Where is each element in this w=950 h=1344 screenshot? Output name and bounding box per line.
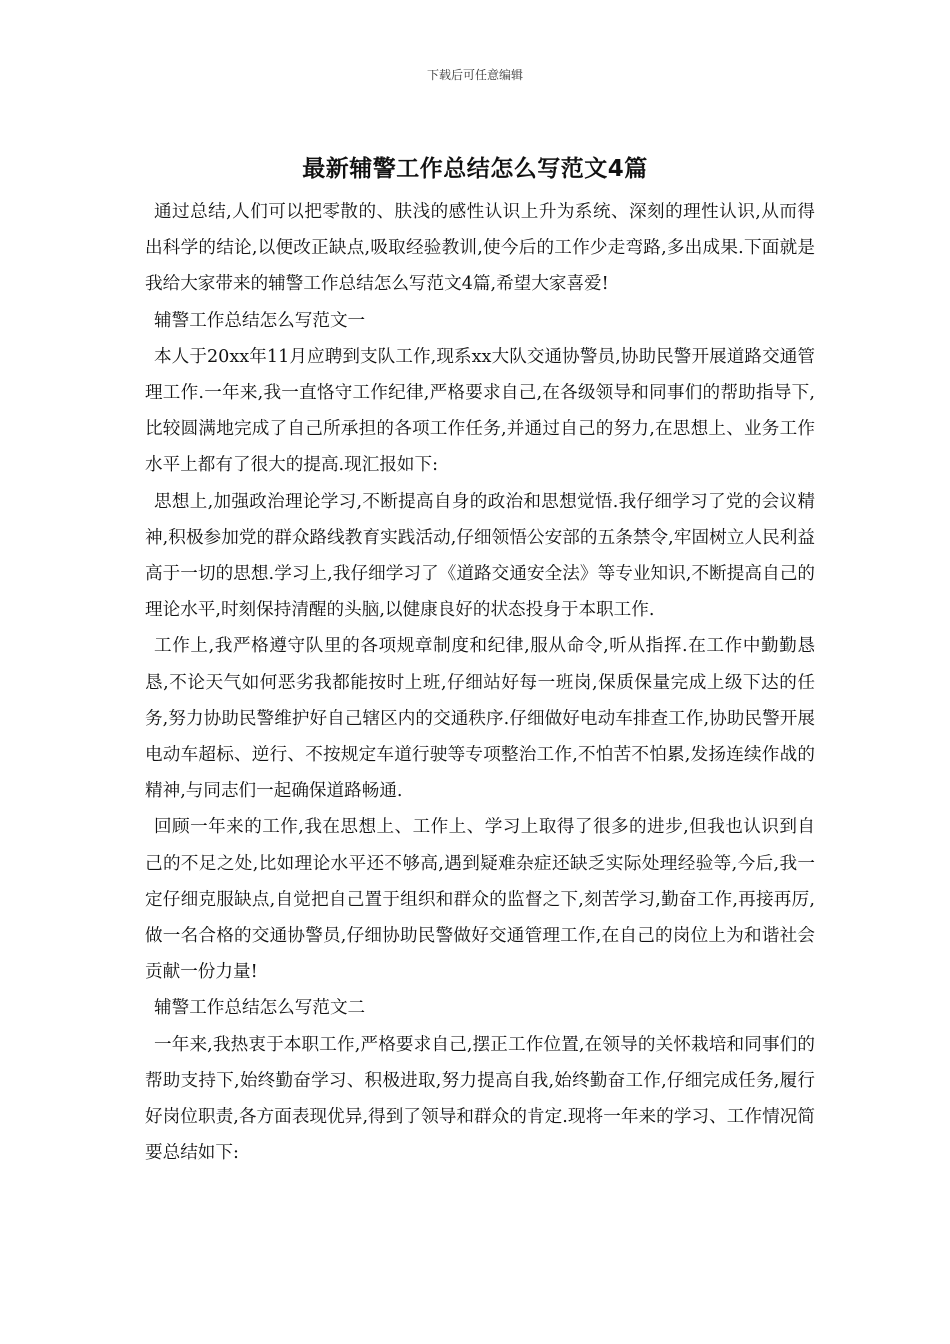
paragraph: 一年来,我热衷于本职工作,严格要求自己,摆正工作位置,在领导的关怀栽培和同事们的帮助支持下,始终勤奋学习、积极进取,努力提高自我,始终勤奋工作,仔细完成任务,履行好岗位职责,各方面表现优异,得到了领导和群众的肯定.现将一年来的学习、工作情况简要总结如下: (145, 1034, 815, 1164)
paragraph: 工作上,我严格遵守队里的各项规章制度和纪律,服从命令,听从指挥.在工作中勤勤恳恳,不论天气如何恶劣我都能按时上班,仔细站好每一班岗,保质保量完成上级下达的任务,努力协助民警维护好自己辖区内的交通秩序.仔细做好电动车排查工作,协助民警开展电动车超标、逆行、不按规定车道行驶等专项整治工作,不怕苦不怕累,发扬连续作战的精神,与同志们一起确保道路畅通. (145, 636, 815, 802)
document-body (145, 194, 815, 1171)
intro-paragraph: 通过总结,人们可以把零散的、肤浅的感性认识上升为系统、深刻的理性认识,从而得出科学的结论,以便改正缺点,吸取经验教训,使今后的工作少走弯路,多出成果.下面就是我给大家带来的辅警工作总结怎么写范文4篇,希望大家喜爱! (145, 202, 815, 295)
header-note: 下载后可任意编辑 (426, 68, 523, 82)
paragraph: 本人于20xx年11月应聘到支队工作,现系xx大队交通协警员,协助民警开展道路交通管理工作.一年来,我一直恪守工作纪律,严格要求自己,在各级领导和同事们的帮助指导下,比较圆满地完成了自己所承担的各项工作任务,并通过自己的努力,在思想上、业务工作水平上都有了很大的提高.现汇报如下: (145, 346, 815, 476)
section-heading-1: 辅警工作总结怎么写范文一 (154, 310, 366, 331)
document-title: 最新辅警工作总结怎么写范文4篇 (302, 156, 648, 182)
paragraph: 思想上,加强政治理论学习,不断提高自身的政治和思想觉悟.我仔细学习了党的会议精神,积极参加党的群众路线教育实践活动,仔细领悟公安部的五条禁令,牢固树立人民利益高于一切的思想.学习上,我仔细学习了《道路交通安全法》等专业知识,不断提高自己的理论水平,时刻保持清醒的头脑,以健康良好的状态投身于本职工作. (145, 491, 815, 621)
paragraph: 回顾一年来的工作,我在思想上、工作上、学习上取得了很多的进步,但我也认识到自己的不足之处,比如理论水平还不够高,遇到疑难杂症还缺乏实际处理经验等,今后,我一定仔细克服缺点,自觉把自己置于组织和群众的监督之下,刻苦学习,勤奋工作,再接再厉,做一名合格的交通协警员,仔细协助民警做好交通管理工作,在自己的岗位上为和谐社会贡献一份力量! (145, 817, 815, 983)
section-heading-2: 辅警工作总结怎么写范文二 (154, 998, 366, 1019)
